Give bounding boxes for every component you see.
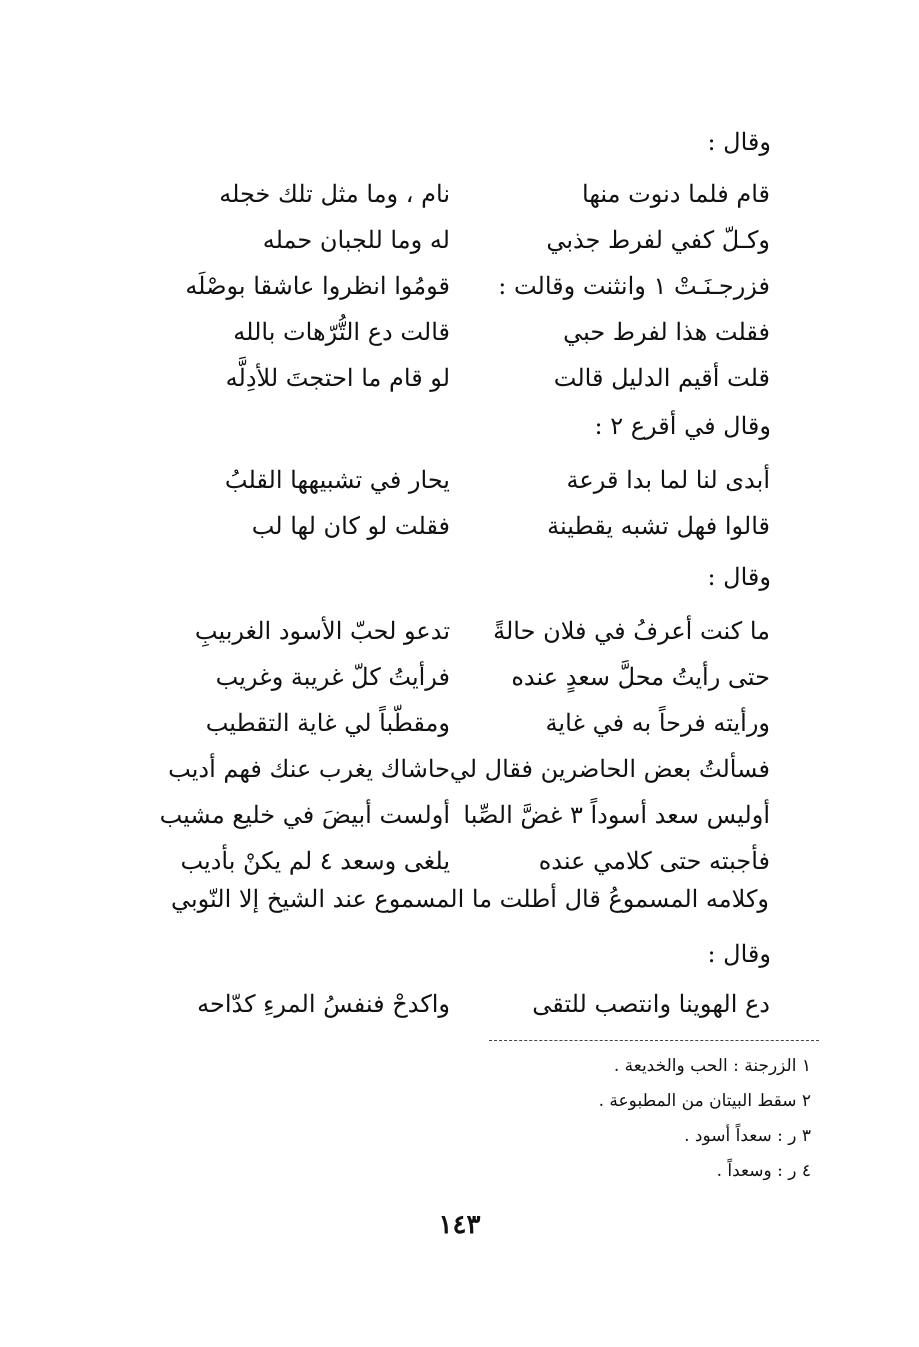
verse-second-hemistich: يلغى وسعد ٤ لم يكنْ بأديب bbox=[180, 847, 450, 875]
footnote-4: ٤ ر : وسعداً . bbox=[716, 1161, 811, 1181]
footnote-1: ١ الزرجنة : الحب والخديعة . bbox=[613, 1056, 811, 1076]
verse bbox=[150, 990, 770, 1036]
verse-first-hemistich: أوليس سعد أسوداً ٣ غضَّ الصِّبا bbox=[463, 801, 770, 829]
verse bbox=[150, 272, 770, 318]
verse-first-hemistich: فزرجـنَـتْ ١ وانثنت وقالت : bbox=[498, 272, 770, 300]
verse-second-hemistich: فرأيتُ كلّ غريبة وغريب bbox=[215, 663, 450, 691]
verse-first-hemistich: ما كنت أعرفُ في فلان حالةً bbox=[493, 617, 770, 645]
poem-2 bbox=[150, 466, 770, 558]
verse-second-hemistich: يحار في تشبيهها القلبُ bbox=[224, 466, 450, 494]
verse bbox=[150, 364, 770, 410]
footnote-divider bbox=[489, 1040, 819, 1041]
poem-heading-3: وقال : bbox=[707, 563, 771, 591]
verse-second-hemistich: تدعو لحبّ الأسود الغربيبِ bbox=[194, 617, 450, 645]
verse-first-hemistich: ورأيته فرحاً به في غاية bbox=[545, 709, 770, 737]
verse-first-hemistich: قالوا فهل تشبه يقطينة bbox=[547, 512, 770, 540]
verse bbox=[150, 755, 770, 801]
verse bbox=[150, 466, 770, 512]
verse bbox=[150, 663, 770, 709]
verse-first-hemistich: قام فلما دنوت منها bbox=[582, 180, 770, 208]
poem-heading-1: وقال : bbox=[707, 128, 771, 156]
verse bbox=[150, 226, 770, 272]
verse-second-hemistich: فقلت لو كان لها لب bbox=[251, 512, 450, 540]
verse bbox=[150, 709, 770, 755]
verse bbox=[150, 318, 770, 364]
verse-first-hemistich: دع الهوينا وانتصب للتقى bbox=[532, 990, 770, 1018]
verse-second-hemistich: ومقطّباً لي غاية التقطيب bbox=[205, 709, 450, 737]
verse-second-hemistich: واكدحْ فنفسُ المرءِ كدّاحه bbox=[197, 990, 450, 1018]
verse-first-hemistich: فقلت هذا لفرط حبي bbox=[563, 318, 770, 346]
verse-first-hemistich: أبدى لنا لما بدا قرعة bbox=[566, 466, 770, 494]
verse-second-hemistich: لو قام ما احتجتَ للأدِلَّه bbox=[225, 364, 450, 392]
poem-heading-2: وقال في أقرع ٢ : bbox=[594, 412, 771, 440]
verse-second-hemistich: نام ، وما مثل تلك خجله bbox=[219, 180, 450, 208]
verse-first-hemistich: فسألتُ بعض الحاضرين فقال لي bbox=[449, 755, 770, 783]
footnote-2: ٢ سقط البيتان من المطبوعة . bbox=[598, 1091, 811, 1111]
verse-first-hemistich: قلت أقيم الدليل قالت bbox=[553, 364, 770, 392]
page-number: ١٤٣ bbox=[438, 1210, 481, 1240]
verse bbox=[150, 801, 770, 847]
verse bbox=[150, 617, 770, 663]
verse-second-hemistich: له وما للجبان حمله bbox=[262, 226, 450, 254]
verse-first-hemistich: وكـلّ كفي لفرط جذبي bbox=[546, 226, 770, 254]
footnote-3: ٣ ر : سعداً أسود . bbox=[684, 1126, 811, 1146]
poem-heading-4: وقال : bbox=[707, 940, 771, 968]
verse bbox=[150, 180, 770, 226]
verse-second-hemistich: حاشاك يغرب عنك فهم أديب bbox=[168, 755, 450, 783]
verse-second-hemistich: أولست أبيضَ في خليع مشيب bbox=[159, 801, 450, 829]
verse bbox=[150, 512, 770, 558]
verse-first-hemistich: فأجبته حتى كلامي عنده bbox=[538, 847, 770, 875]
verse-second-hemistich: قالت دع التُّرّهات بالله bbox=[233, 318, 450, 346]
poem-4 bbox=[150, 990, 770, 1036]
poem-3 bbox=[150, 617, 770, 893]
verse-first-hemistich: حتى رأيتُ محلَّ سعدٍ عنده bbox=[511, 663, 770, 691]
verse-second-hemistich: قومُوا انظروا عاشقا بوصْلَه bbox=[185, 272, 450, 300]
footnotes bbox=[391, 1052, 811, 1192]
poem-prose-line: وكلامه المسموعُ قال أطلت ما المسموع عند الشيخ إلا النّوبي bbox=[170, 885, 769, 913]
poem-1 bbox=[150, 180, 770, 410]
